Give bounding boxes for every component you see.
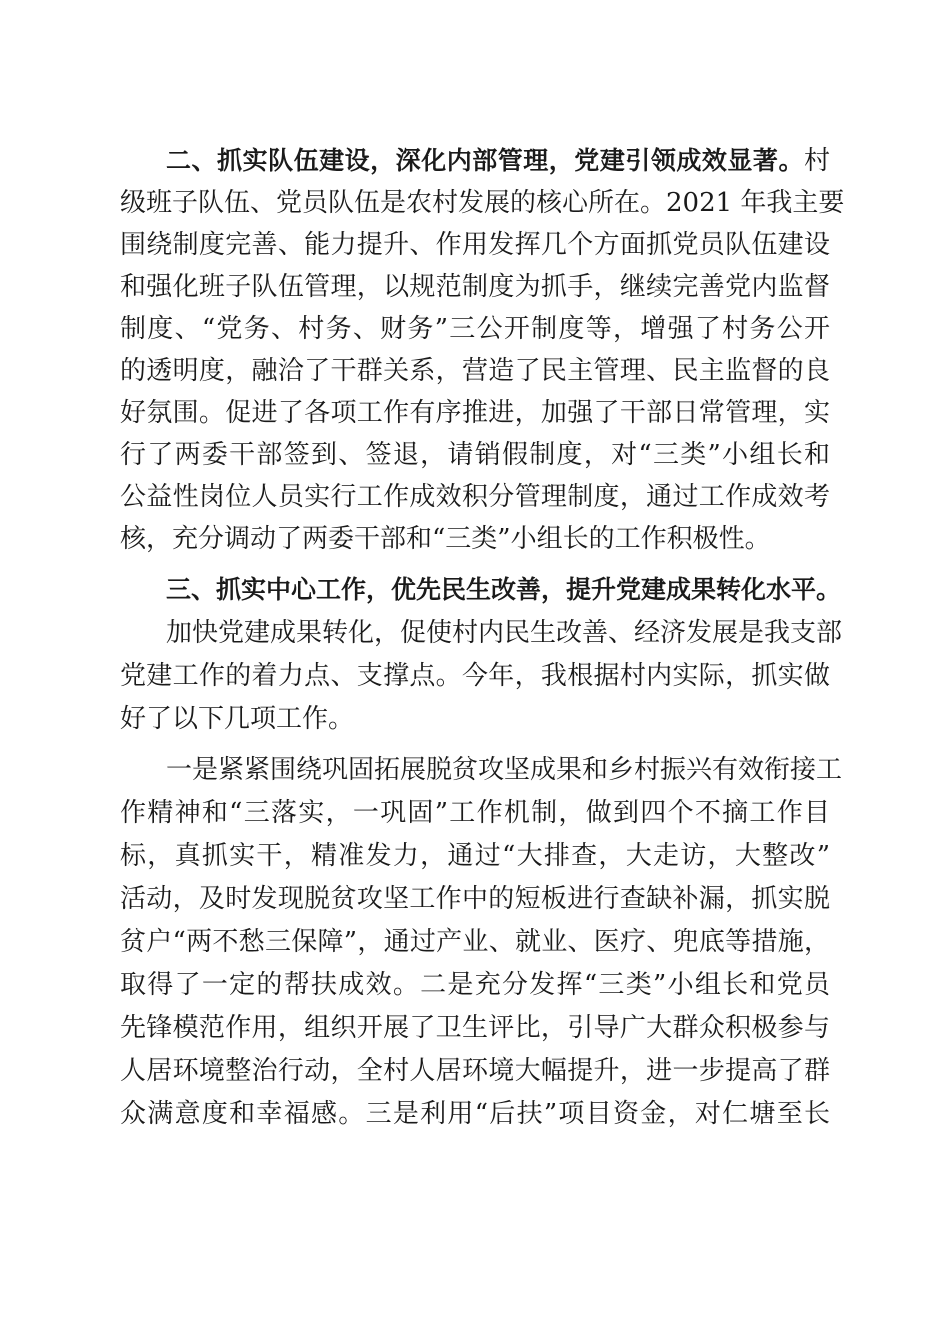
text-line	[120, 612, 843, 654]
text-line	[120, 749, 843, 791]
line-text: 制度、“党务、村务、财务”三公开制度等，增强了村务公开	[120, 314, 830, 344]
line-text: 好氛围。促进了各项工作有序推进，加强了干部日常管理，实	[120, 398, 830, 428]
section-heading-line	[120, 140, 830, 182]
text-line	[120, 266, 830, 308]
text-line	[120, 698, 830, 740]
line-text: 围绕制度完善、能力提升、作用发挥几个方面抓党员队伍建设	[120, 230, 830, 260]
text-line	[120, 835, 830, 877]
text-line	[120, 792, 830, 834]
line-text: 标，真抓实干，精准发力，通过“大排查，大走访，大整改”	[120, 841, 830, 871]
line-text: 取得了一定的帮扶成效。二是充分发挥“三类”小组长和党员	[120, 970, 830, 1000]
text-line	[120, 1093, 830, 1135]
line-text: 行了两委干部签到、签退，请销假制度，对“三类”小组长和	[120, 440, 830, 470]
line-text: 的透明度，融洽了干群关系，营造了民主管理、民主监督的良	[120, 356, 830, 386]
line-text: 和强化班子队伍管理，以规范制度为抓手，继续完善党内监督	[120, 272, 830, 302]
line-text: 一是紧紧围绕巩固拓展脱贫攻坚成果和乡村振兴有效衔接工	[166, 755, 843, 785]
text-line	[120, 964, 830, 1006]
text-line	[120, 308, 830, 350]
text-line	[120, 1007, 830, 1049]
line-text: 党建工作的着力点、支撑点。今年，我根据村内实际，抓实做	[120, 661, 830, 691]
text-line	[120, 392, 830, 434]
text-line	[120, 182, 845, 224]
section-heading: 二、抓实队伍建设，深化内部管理，党建引领成效显著。	[166, 146, 804, 175]
line-text: 众满意度和幸福感。三是利用“后扶”项目资金，对仁塘至长	[120, 1099, 830, 1129]
line-text: 好了以下几项工作。	[120, 704, 355, 734]
line-text: 加快党建成果转化，促使村内民生改善、经济发展是我支部	[166, 618, 843, 648]
line-text: 作精神和“三落实，一巩固”工作机制，做到四个不摘工作目	[120, 798, 830, 828]
text-line	[120, 1050, 830, 1092]
line-text: 村	[803, 146, 830, 176]
line-text: 级班子队伍、党员队伍是农村发展的核心所在。2021 年我主要	[120, 188, 845, 218]
line-text: 先锋模范作用，组织开展了卫生评比，引导广大群众积极参与	[120, 1013, 830, 1043]
text-line	[120, 878, 830, 920]
line-text: 贫户“两不愁三保障”，通过产业、就业、医疗、兜底等措施，	[120, 927, 830, 957]
text-line	[120, 921, 830, 963]
text-line	[120, 655, 830, 697]
text-line	[120, 476, 830, 518]
line-text: 活动，及时发现脱贫攻坚工作中的短板进行查缺补漏，抓实脱	[120, 884, 830, 914]
line-text: 核，充分调动了两委干部和“三类”小组长的工作积极性。	[120, 524, 771, 554]
text-line	[120, 518, 830, 560]
line-text: 人居环境整治行动，全村人居环境大幅提升，进一步提高了群	[120, 1056, 830, 1086]
text-line	[120, 434, 830, 476]
text-line	[120, 224, 830, 266]
line-text: 公益性岗位人员实行工作成效积分管理制度，通过工作成效考	[120, 482, 830, 512]
section-heading-line	[120, 569, 842, 611]
section-heading: 三、抓实中心工作，优先民生改善，提升党建成果转化水平。	[166, 575, 842, 604]
text-line	[120, 350, 830, 392]
